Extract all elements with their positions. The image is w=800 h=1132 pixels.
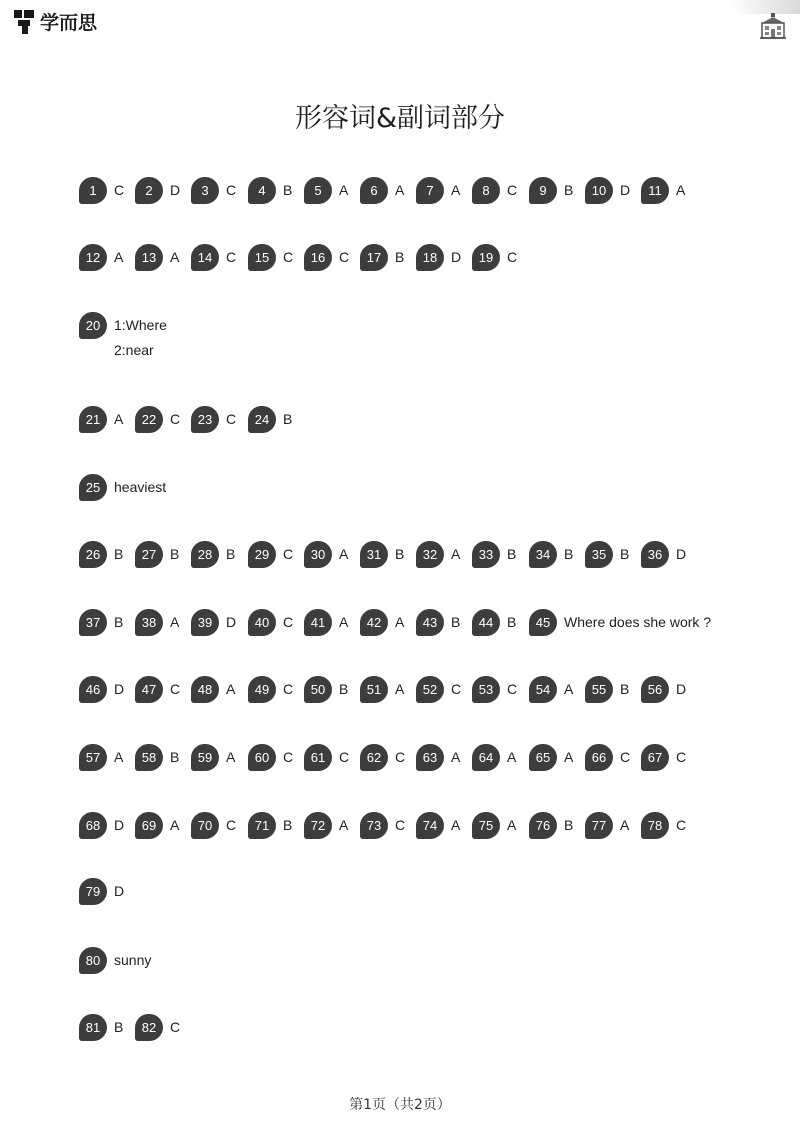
question-number-badge: 9: [529, 177, 557, 204]
answer-text: B: [114, 614, 124, 630]
answer-text: C: [170, 411, 181, 427]
answer-text: D: [451, 249, 462, 265]
answer-item: [79, 946, 151, 974]
answer-item: [585, 811, 629, 839]
answer-text: D: [114, 817, 125, 833]
answer-item: [641, 811, 686, 839]
answer-text: B: [226, 546, 236, 562]
answer-item: [79, 877, 124, 905]
answer-text: B: [620, 681, 630, 697]
answer-item: [135, 608, 179, 636]
answer-text: A: [226, 681, 236, 697]
answer-text: A: [451, 817, 461, 833]
question-number-badge: 47: [135, 676, 163, 703]
question-number-badge: 77: [585, 812, 613, 839]
answer-item: [135, 811, 179, 839]
answer-text: A: [395, 614, 405, 630]
answer-text: C: [226, 249, 237, 265]
answer-text: A: [114, 411, 124, 427]
question-number-badge: 24: [248, 406, 276, 433]
answer-item: [135, 675, 180, 703]
question-number-badge: 27: [135, 541, 163, 568]
answer-item: [79, 473, 166, 501]
answer-item: [472, 675, 517, 703]
question-number-badge: 43: [416, 609, 444, 636]
answer-text: B: [170, 749, 180, 765]
answer-item: [248, 405, 292, 433]
question-number-badge: 80: [79, 947, 107, 974]
answer-item: [191, 176, 236, 204]
answer-item: [360, 811, 405, 839]
question-number-badge: 30: [304, 541, 332, 568]
answer-text: B: [339, 681, 349, 697]
answer-item: [304, 176, 348, 204]
question-number-badge: 37: [79, 609, 107, 636]
answer-item: [79, 243, 123, 271]
answer-item: [79, 743, 123, 771]
answer-item: [416, 811, 460, 839]
answer-text: A: [451, 182, 461, 198]
answer-item: [135, 540, 179, 568]
answer-item: [416, 675, 461, 703]
answer-text: B: [170, 546, 180, 562]
answer-text: A: [114, 749, 124, 765]
question-number-badge: 74: [416, 812, 444, 839]
answer-text: B: [451, 614, 461, 630]
answer-text: C: [114, 182, 125, 198]
question-number-badge: 5: [304, 177, 332, 204]
answer-text: 1:Where: [114, 317, 167, 333]
question-number-badge: 11: [641, 177, 669, 204]
question-number-badge: 49: [248, 676, 276, 703]
answer-item: [585, 540, 629, 568]
answer-item: [585, 743, 630, 771]
answer-text: A: [451, 749, 461, 765]
question-number-badge: 59: [191, 744, 219, 771]
answer-text: A: [226, 749, 236, 765]
answer-item: [135, 743, 179, 771]
answer-item: [529, 176, 573, 204]
answer-item: [529, 675, 573, 703]
answer-item: [79, 540, 123, 568]
answer-text: A: [114, 249, 124, 265]
question-number-badge: 13: [135, 244, 163, 271]
question-number-badge: 81: [79, 1014, 107, 1041]
answer-item: [135, 176, 180, 204]
answer-item: [191, 608, 236, 636]
question-number-badge: 28: [191, 541, 219, 568]
question-number-badge: 67: [641, 744, 669, 771]
answer-item: [79, 811, 124, 839]
answer-text: B: [283, 182, 293, 198]
answer-item: [641, 675, 686, 703]
question-number-badge: 79: [79, 878, 107, 905]
answer-text: C: [507, 681, 518, 697]
answer-text: heaviest: [114, 479, 167, 495]
question-number-badge: 52: [416, 676, 444, 703]
answer-text: B: [114, 546, 124, 562]
question-number-badge: 10: [585, 177, 613, 204]
answer-item: [304, 608, 348, 636]
answer-item: [191, 243, 236, 271]
question-number-badge: 64: [472, 744, 500, 771]
question-number-badge: 82: [135, 1014, 163, 1041]
answer-text: D: [170, 182, 181, 198]
answer-item: [585, 675, 629, 703]
question-number-badge: 58: [135, 744, 163, 771]
answer-text: C: [283, 614, 294, 630]
answer-text: C: [395, 817, 406, 833]
answer-item: [248, 176, 292, 204]
question-number-badge: 2: [135, 177, 163, 204]
question-number-badge: 55: [585, 676, 613, 703]
answer-item: [529, 608, 711, 636]
answer-item: [79, 675, 124, 703]
answer-text: C: [507, 182, 518, 198]
answer-text: B: [283, 817, 293, 833]
answer-text: B: [283, 411, 293, 427]
answer-item: [641, 540, 686, 568]
question-number-badge: 14: [191, 244, 219, 271]
question-number-badge: 57: [79, 744, 107, 771]
answer-item: [472, 243, 517, 271]
answer-text: A: [676, 182, 686, 198]
answer-item: [360, 675, 404, 703]
question-number-badge: 29: [248, 541, 276, 568]
answer-text: A: [339, 546, 349, 562]
answer-text: C: [451, 681, 462, 697]
answer-item: [135, 405, 180, 433]
answer-text: A: [451, 546, 461, 562]
answer-item: [641, 743, 686, 771]
answer-text: A: [507, 817, 517, 833]
answer-item: [248, 540, 293, 568]
answer-text: B: [564, 817, 574, 833]
question-number-badge: 63: [416, 744, 444, 771]
answer-item: [248, 243, 293, 271]
answer-item: [641, 176, 685, 204]
question-number-badge: 7: [416, 177, 444, 204]
answer-text: A: [170, 817, 180, 833]
answer-item: [416, 608, 460, 636]
answer-text: C: [283, 546, 294, 562]
question-number-badge: 72: [304, 812, 332, 839]
answer-item: [135, 243, 179, 271]
answer-item: [191, 405, 236, 433]
answer-item: [191, 743, 235, 771]
question-number-badge: 23: [191, 406, 219, 433]
question-number-badge: 45: [529, 609, 557, 636]
question-number-badge: 65: [529, 744, 557, 771]
answer-text: A: [507, 749, 517, 765]
answer-item: [360, 608, 404, 636]
answer-item: [191, 540, 235, 568]
question-number-badge: 71: [248, 812, 276, 839]
answer-item: [360, 540, 404, 568]
answer-text: A: [564, 681, 574, 697]
brand-name: 学而思: [40, 12, 98, 34]
question-number-badge: 68: [79, 812, 107, 839]
answer-item: [360, 176, 404, 204]
question-number-badge: 19: [472, 244, 500, 271]
answer-text: C: [170, 681, 181, 697]
answer-item: [529, 743, 573, 771]
answer-item: [191, 811, 236, 839]
answer-text: D: [114, 883, 125, 899]
answer-text: D: [620, 182, 631, 198]
answer-item: [79, 1013, 123, 1041]
answer-item: [529, 540, 573, 568]
answer-text: C: [339, 249, 350, 265]
answer-item: [416, 743, 460, 771]
answer-item: [248, 675, 293, 703]
answer-text: B: [114, 1019, 124, 1035]
answer-text: A: [339, 614, 349, 630]
question-number-badge: 41: [304, 609, 332, 636]
answer-text: B: [620, 546, 630, 562]
question-number-badge: 40: [248, 609, 276, 636]
answer-item: [472, 540, 516, 568]
question-number-badge: 62: [360, 744, 388, 771]
answer-text: A: [170, 614, 180, 630]
question-number-badge: 31: [360, 541, 388, 568]
answer-text: A: [339, 817, 349, 833]
question-number-badge: 32: [416, 541, 444, 568]
question-number-badge: 56: [641, 676, 669, 703]
question-number-badge: 66: [585, 744, 613, 771]
answer-text: B: [507, 546, 517, 562]
question-number-badge: 35: [585, 541, 613, 568]
question-number-badge: 61: [304, 744, 332, 771]
question-number-badge: 1: [79, 177, 107, 204]
answer-text: A: [564, 749, 574, 765]
question-number-badge: 42: [360, 609, 388, 636]
answer-text: A: [170, 249, 180, 265]
answer-text: B: [395, 546, 405, 562]
question-number-badge: 20: [79, 312, 107, 339]
answer-text: C: [339, 749, 350, 765]
question-number-badge: 69: [135, 812, 163, 839]
question-number-badge: 51: [360, 676, 388, 703]
question-number-badge: 21: [79, 406, 107, 433]
question-number-badge: 34: [529, 541, 557, 568]
answer-text: Where does she work ?: [564, 614, 712, 630]
question-number-badge: 8: [472, 177, 500, 204]
answer-item: [304, 743, 349, 771]
answer-text: C: [395, 749, 406, 765]
question-number-badge: 70: [191, 812, 219, 839]
question-number-badge: 48: [191, 676, 219, 703]
question-number-badge: 22: [135, 406, 163, 433]
question-number-badge: 16: [304, 244, 332, 271]
question-number-badge: 73: [360, 812, 388, 839]
answer-text: B: [507, 614, 517, 630]
question-number-badge: 78: [641, 812, 669, 839]
answer-item: [135, 1013, 180, 1041]
question-number-badge: 46: [79, 676, 107, 703]
answer-text: C: [226, 182, 237, 198]
answer-item: [304, 243, 349, 271]
answer-text: C: [226, 817, 237, 833]
question-number-badge: 38: [135, 609, 163, 636]
question-number-badge: 4: [248, 177, 276, 204]
question-number-badge: 3: [191, 177, 219, 204]
answer-text: A: [395, 182, 405, 198]
answer-item: [248, 608, 293, 636]
page-footer: 第1页（共2页）: [349, 1097, 451, 1113]
answer-text: B: [395, 249, 405, 265]
answer-text: C: [283, 749, 294, 765]
answer-text: C: [170, 1019, 181, 1035]
question-number-badge: 44: [472, 609, 500, 636]
answer-text: D: [226, 614, 237, 630]
answer-text: C: [226, 411, 237, 427]
answer-text: C: [507, 249, 518, 265]
answer-item: [472, 176, 517, 204]
question-number-badge: 25: [79, 474, 107, 501]
answer-item: [529, 811, 573, 839]
answer-item: [360, 243, 404, 271]
answer-text: A: [620, 817, 630, 833]
question-number-badge: 54: [529, 676, 557, 703]
page-title: 形容词&副词部分: [294, 103, 506, 134]
answer-item: [304, 675, 348, 703]
answer-text: sunny: [114, 952, 152, 968]
question-number-badge: 39: [191, 609, 219, 636]
question-number-badge: 60: [248, 744, 276, 771]
answer-text: D: [676, 546, 687, 562]
answer-item: [585, 176, 630, 204]
question-number-badge: 15: [248, 244, 276, 271]
answer-item: [472, 743, 516, 771]
answer-item: [472, 811, 516, 839]
question-number-badge: 26: [79, 541, 107, 568]
answer-text: A: [339, 182, 349, 198]
answer-item: [248, 811, 292, 839]
question-number-badge: 18: [416, 244, 444, 271]
answer-item: [79, 405, 123, 433]
answer-text: C: [676, 817, 687, 833]
question-number-badge: 53: [472, 676, 500, 703]
answer-item: [304, 811, 348, 839]
answer-text: C: [676, 749, 687, 765]
answer-item: [79, 311, 167, 339]
answer-item: [304, 540, 348, 568]
question-number-badge: 76: [529, 812, 557, 839]
question-number-badge: 75: [472, 812, 500, 839]
question-number-badge: 12: [79, 244, 107, 271]
answer-item: [472, 608, 516, 636]
answer-item: [360, 743, 405, 771]
answer-text: B: [564, 182, 574, 198]
answer-item: [248, 743, 293, 771]
answer-text: C: [283, 249, 294, 265]
answer-text: C: [620, 749, 631, 765]
answer-item: [416, 540, 460, 568]
answer-text: D: [114, 681, 125, 697]
question-number-badge: 6: [360, 177, 388, 204]
answer-item: [79, 608, 123, 636]
answer-text: D: [676, 681, 687, 697]
answer-item: [191, 675, 235, 703]
answer-item: [79, 176, 124, 204]
answer-text: A: [395, 681, 405, 697]
question-number-badge: 50: [304, 676, 332, 703]
answer-subline: 2:near: [114, 342, 154, 358]
question-number-badge: 33: [472, 541, 500, 568]
answer-item: [416, 176, 460, 204]
question-number-badge: 17: [360, 244, 388, 271]
answer-text: B: [564, 546, 574, 562]
answer-item: [416, 243, 461, 271]
question-number-badge: 36: [641, 541, 669, 568]
answer-text: C: [283, 681, 294, 697]
